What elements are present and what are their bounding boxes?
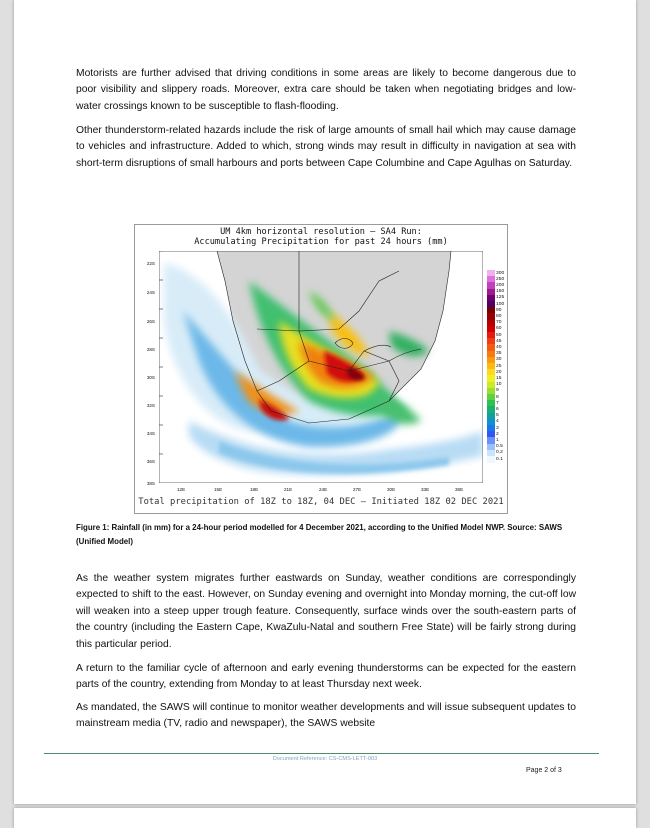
paragraph-hazards: Other thunderstorm-related hazards include the risk of large amounts of small hail which may cause damage to vehicles and infrastructure. Added to which, strong winds may result in difficulty in navigation at sea with short-term disruptions of small harbours and ports between Cape Columbine and Cape Agulhas on Saturday. [76,125,576,169]
paragraph-thunderstorm-cycle: A return to the familiar cycle of afternoon and early evening thunderstorms can be expected for the eastern parts of the country, extending from Monday to at least Thursday next week. [76,663,576,691]
lat-tick: 30S [146,375,155,380]
lon-tick: 18E [250,487,259,492]
lat-tick: 22S [146,261,155,266]
colorbar-label: 20 [496,369,502,375]
colorbar-label: 9 [496,388,499,394]
colorbar-label: 5 [496,413,499,419]
colorbar-label: 0.2 [496,450,503,456]
colorbar-label: 70 [496,320,502,326]
colorbar-label: 25 [496,363,502,369]
colorbar-label: 50 [496,332,502,338]
colorbar-label: 10 [496,382,502,388]
rainfall-figure [134,224,508,514]
colorbar-label: 150 [496,289,505,295]
colorbar-label: 30 [496,357,502,363]
lon-tick: 27E [353,487,362,492]
colorbar-label: 35 [496,351,502,357]
colorbar-label: 40 [496,345,502,350]
next-page-edge [14,808,636,828]
colorbar-label: 7 [496,400,499,406]
colorbar-label: 15 [496,376,502,381]
colorbar-label: 200 [496,283,505,288]
lat-tick: 26S [146,319,155,324]
footer-divider [44,753,599,754]
colorbar-label: 4 [496,419,499,425]
lat-tick: 34S [146,431,155,436]
colorbar-label: 90 [496,307,502,313]
colorbar-label: 250 [496,276,505,282]
lat-tick: 38S [146,481,155,486]
colorbar-label: 6 [496,407,499,412]
lat-tick: 24S [146,290,155,295]
paragraph-motorists: Motorists are further advised that driving conditions in some areas are likely to become dangerous due to poor visibility and slippery roads. Moreover, extra care should be taken when negotiating bridges and low-water crossings known to be susceptible to flash-flooding. [76,68,576,112]
figure-title-line-1: UM 4km horizontal resolution – SA4 Run: [220,227,422,237]
colorbar-label: 45 [496,338,502,344]
paragraph-eastwards: As the weather system migrates further eastwards on Sunday, weather conditions are correspondingly expected to shift to the east. However, on Sunday evening and overnight into Monday morning, the cut-off low will weaken into a steep upper trough feature. Consequently, surface winds over the south-eastern parts of the country (including the Eastern Cape, KwaZulu-Natal and southern Free State) will be fairly strong during this particular period. [76,573,576,650]
colorbar-label: 0.5 [496,444,503,450]
page-number: Page 2 of 3 [526,767,562,774]
lon-tick: 30E [387,487,396,492]
lon-tick: 33E [421,487,430,492]
precipitation-map [159,251,483,483]
paragraph-saws-monitor: As mandated, the SAWS will continue to monitor weather developments and will issue subsequent updates to mainstream media (TV, radio and newspaper), the SAWS website [76,702,576,730]
lon-tick: 21E [284,487,293,492]
colorbar-label: 125 [496,295,505,301]
colorbar-label: 1 [496,438,499,443]
lat-tick: 28S [146,347,155,352]
lon-tick: 15E [214,487,223,492]
figure-title-line-2: Accumulating Precipitation for past 24 hours (mm) [194,237,448,247]
colorbar-label: 8 [496,394,499,400]
document-page [14,0,636,804]
colorbar-label: 100 [496,301,505,307]
colorbar-label: 300 [496,270,505,276]
lon-tick: 36E [455,487,464,492]
colorbar-label: 2 [496,431,499,437]
colorbar-label: 60 [496,326,502,332]
lon-tick: 12E [177,487,186,492]
colorbar-label: 0.1 [496,456,503,462]
figure-footer: Total precipitation of 18Z to 18Z, 04 DEC – Initiated 18Z 02 DEC 2021 [138,497,504,507]
lat-tick: 32S [146,403,155,408]
colorbar-label: 3 [496,425,499,431]
colorbar-swatch [487,456,495,463]
document-reference: Document Reference: CS-CMS-LETT-003 [272,756,378,762]
colorbar-label: 80 [496,314,502,319]
lat-tick: 36S [146,459,155,464]
lon-tick: 24E [319,487,328,492]
figure-caption: Figure 1: Rainfall (in mm) for a 24-hour period modelled for 4 December 2021, according to the Unified Model NWP. Source: SAWS (Unified Model) [76,523,563,546]
